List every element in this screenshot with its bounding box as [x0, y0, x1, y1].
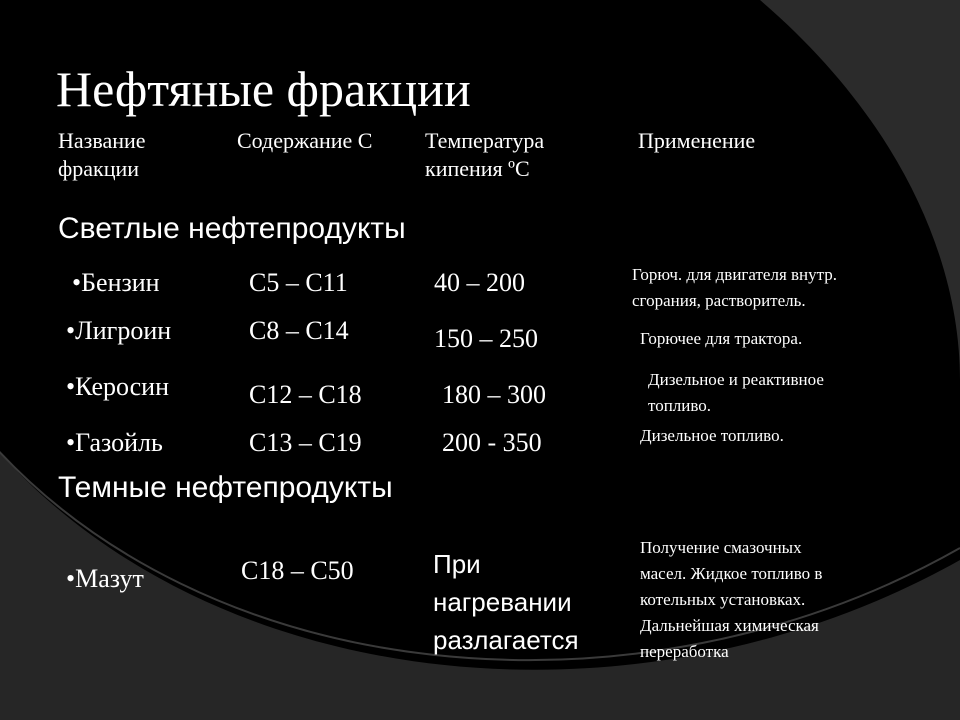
row-usage: Получение смазочных масел. Жидкое топливо в котельных установках. Дальнейшая химическая переработка: [640, 538, 823, 661]
header-usage: Применение: [638, 128, 756, 153]
row-temperature: 200 - 350: [442, 428, 542, 457]
row-carbon: С18 – С50: [241, 556, 354, 585]
row-temperature: 40 – 200: [434, 268, 525, 297]
header-content: Содержание С: [237, 128, 373, 153]
row-carbon: С13 – С19: [249, 428, 362, 457]
section-light-heading: Светлые нефтепродукты: [58, 212, 406, 245]
row-temperature: 150 – 250: [434, 324, 538, 353]
upper-right-curve-band: [760, 0, 960, 380]
header-name: Название фракции: [58, 128, 146, 181]
row-carbon: С5 – С11: [249, 268, 348, 297]
row-usage: Дизельное и реактивное топливо.: [648, 370, 824, 415]
row-temperature: 180 – 300: [442, 380, 546, 409]
section-dark-heading: Темные нефтепродукты: [58, 471, 393, 504]
row-name: •Керосин: [66, 372, 170, 401]
row-name: •Бензин: [72, 268, 160, 297]
row-usage: Горючее для трактора.: [640, 329, 803, 348]
row-name: •Лигроин: [66, 316, 172, 345]
row-usage: Дизельное топливо.: [640, 426, 784, 445]
row-name: •Газойль: [66, 428, 163, 457]
row-carbon: С8 – С14: [249, 316, 349, 345]
page-title: Нефтяные фракции: [56, 61, 471, 117]
row-temperature: При нагревании разлагается: [433, 549, 579, 655]
header-temperature: Температура кипения ºС: [425, 128, 545, 181]
row-usage: Горюч. для двигателя внутр. сгорания, растворитель.: [632, 265, 838, 310]
row-carbon: С12 – С18: [249, 380, 362, 409]
row-name: •Мазут: [66, 564, 144, 593]
